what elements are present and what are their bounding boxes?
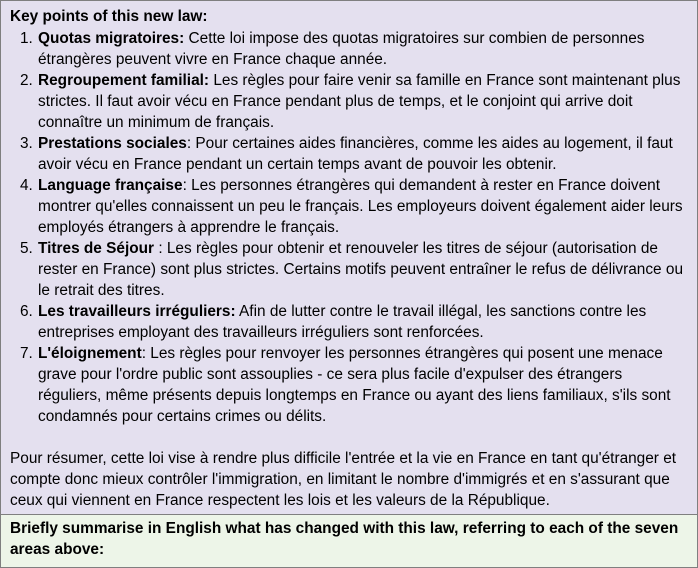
- list-item-text: : Les personnes étrangères qui demandent à rester en France doivent montrer qu'elles connaissent un peu le français. Les employeurs doivent également aider leurs employés étrangers à apprendre le français.: [38, 177, 683, 236]
- list-item-number: 2.: [20, 72, 33, 89]
- list-item-term: L'éloignement: [38, 345, 142, 362]
- question-prompt: Briefly summarise in English what has changed with this law, referring to each of the seven areas above:: [10, 520, 679, 558]
- list-item: [10, 28, 688, 70]
- list-item-number: 3.: [20, 135, 33, 152]
- list-item: [10, 175, 688, 238]
- list-item-term: Les travailleurs irréguliers:: [38, 303, 236, 320]
- key-points-heading: Key points of this new law:: [10, 8, 208, 25]
- list-item: [10, 301, 688, 343]
- list-item-text: : Pour certaines aides financières, comme les aides au logement, il faut avoir vécu en France pendant un certain temps avant de pouvoir les obtenir.: [38, 135, 673, 173]
- key-points-list: [10, 28, 688, 427]
- list-item-term: Language française: [38, 177, 183, 194]
- list-item-term: Regroupement familial:: [38, 72, 210, 89]
- list-item-number: 5.: [20, 240, 33, 257]
- list-item-text: Les règles pour faire venir sa famille en France sont maintenant plus strictes. Il faut avoir vécu en France pendant plus de temps, et le conjoint qui arrive doit connaître un minimum de français.: [38, 72, 681, 131]
- list-item-number: 1.: [20, 30, 33, 47]
- list-item-number: 7.: [20, 345, 33, 362]
- question-panel[interactable]: [1, 515, 697, 567]
- list-item-number: 6.: [20, 303, 33, 320]
- list-item: [10, 133, 688, 175]
- list-item-text: Cette loi impose des quotas migratoires sur combien de personnes étrangères peuvent vivre en France chaque année.: [38, 30, 645, 68]
- list-item-text: : Les règles pour obtenir et renouveler les titres de séjour (autorisation de rester en France) sont plus strictes. Certains motifs peuvent entraîner le refus de délivrance ou le retrait des titres.: [38, 240, 684, 299]
- list-item-term: Titres de Séjour: [38, 240, 155, 257]
- list-item-term: Quotas migratoires:: [38, 30, 185, 47]
- summary-paragraph: Pour résumer, cette loi vise à rendre plus difficile l'entrée et la vie en France en tant qu'étranger et compte donc mieux contrôler l'immigration, en limitant le nombre d'immigrés et en s'assurant que ceux qui viennent en France respectent les lois et les valeurs de la République.: [10, 450, 677, 509]
- list-item-number: 4.: [20, 177, 33, 194]
- list-item: [10, 238, 688, 301]
- key-points-panel: [1, 1, 697, 515]
- list-item-term: Prestations sociales: [38, 135, 187, 152]
- list-item-text: : Les règles pour renvoyer les personnes étrangères qui posent une menace grave pour l'ordre public sont assouplies - ce sera plus facile d'expulser des étrangers réguliers, même présents depuis longtemps en France ou ayant des liens familiaux, s'ils sont condamnés pour certains crimes ou délits.: [38, 345, 671, 425]
- list-item: [10, 343, 688, 427]
- list-item: [10, 70, 688, 133]
- list-item-text: Afin de lutter contre le travail illégal, les sanctions contre les entreprises employant des travailleurs irréguliers sont renforcées.: [38, 303, 647, 341]
